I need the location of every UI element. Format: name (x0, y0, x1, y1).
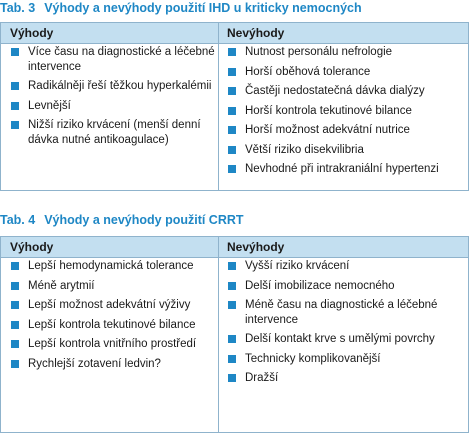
list-item-text: Větší riziko disekvilibria (245, 143, 364, 156)
table-4-number: Tab. 4 (0, 213, 36, 227)
list-item-text: Vyšší riziko krvácení (245, 260, 350, 272)
list-item-text: Méně času na diagnostické a léčebné intervence (245, 299, 438, 326)
list-item-text: Delší kontakt krve s umělými povrchy (245, 333, 435, 345)
square-bullet-icon (228, 126, 236, 134)
square-bullet-icon (228, 335, 236, 343)
square-bullet-icon (11, 48, 19, 56)
table-4-title: Výhody a nevýhody použití CRRT (44, 213, 244, 227)
list-item-text: Více času na diagnostické a léčebné intervence (28, 46, 215, 73)
square-bullet-icon (11, 340, 19, 348)
square-bullet-icon (228, 146, 236, 154)
list-item (10, 298, 215, 313)
list-item (10, 79, 215, 94)
list-item-text: Méně arytmií (28, 279, 95, 292)
table-4-header-row (1, 237, 468, 258)
list-item-text: Technicky komplikovanější (245, 352, 381, 365)
table-3-disadvantages-header: Nevýhody (227, 26, 285, 40)
square-bullet-icon (11, 82, 19, 90)
list-item (10, 99, 215, 114)
table-3-disadvantages-list (227, 45, 467, 182)
square-bullet-icon (11, 282, 19, 290)
list-item (10, 357, 215, 372)
list-item-text: Lepší možnost adekvátní výživy (28, 299, 191, 311)
list-item (10, 118, 215, 147)
list-item (10, 318, 215, 333)
square-bullet-icon (11, 301, 19, 309)
table-4-disadvantages-list (227, 259, 467, 391)
list-item (10, 337, 215, 352)
list-item-text: Rychlejší zotavení ledvin? (28, 357, 161, 370)
square-bullet-icon (228, 165, 236, 173)
list-item-text: Častěji nedostatečná dávka dialýzy (245, 85, 425, 97)
table-3-advantages-list (10, 45, 215, 152)
square-bullet-icon (228, 374, 236, 382)
table-3-title: Výhody a nevýhody použití IHD u kriticky nemocných (44, 1, 362, 15)
list-item-text: Levnější (28, 99, 71, 112)
list-item (10, 45, 215, 74)
table-4-advantages-list (10, 259, 215, 376)
list-item-text: Horší možnost adekvátní nutrice (245, 124, 410, 136)
square-bullet-icon (11, 321, 19, 329)
list-item (10, 259, 215, 274)
list-item (227, 104, 467, 119)
table-4-caption (0, 213, 244, 227)
list-item (227, 143, 467, 158)
table-3-column-divider (218, 23, 219, 190)
square-bullet-icon (228, 48, 236, 56)
square-bullet-icon (228, 301, 236, 309)
list-item (10, 279, 215, 294)
list-item (227, 123, 467, 138)
list-item (227, 65, 467, 80)
square-bullet-icon (228, 107, 236, 115)
list-item-text: Horší oběhová tolerance (245, 65, 371, 78)
list-item (227, 162, 467, 177)
list-item-text: Radikálněji řeší těžkou hyperkalémii (28, 80, 212, 92)
list-item (227, 279, 467, 294)
list-item-text: Nutnost personálu nefrologie (245, 46, 393, 58)
table-4-advantages-header: Výhody (10, 240, 54, 254)
square-bullet-icon (228, 68, 236, 76)
list-item (227, 84, 467, 99)
square-bullet-icon (11, 121, 19, 129)
square-bullet-icon (228, 355, 236, 363)
list-item (227, 352, 467, 367)
table-3-caption (0, 1, 362, 15)
square-bullet-icon (228, 282, 236, 290)
list-item (227, 259, 467, 274)
list-item (227, 332, 467, 347)
list-item-text: Delší imobilizace nemocného (245, 279, 395, 292)
square-bullet-icon (11, 360, 19, 368)
list-item-text: Lepší hemodynamická tolerance (28, 260, 194, 272)
table-4-column-divider (218, 237, 219, 432)
list-item (227, 371, 467, 386)
table-4-disadvantages-header: Nevýhody (227, 240, 285, 254)
list-item (227, 298, 467, 327)
table-3-header-row (1, 23, 468, 44)
table-3 (0, 22, 469, 191)
list-item-text: Lepší kontrola tekutinové bilance (28, 318, 196, 331)
list-item-text: Nižší riziko krvácení (menší denní dávka nutné antikoagulace) (28, 119, 201, 146)
list-item-text: Dražší (245, 372, 279, 384)
list-item-text: Nevhodné při intrakraniální hypertenzi (245, 163, 439, 175)
square-bullet-icon (228, 87, 236, 95)
square-bullet-icon (228, 262, 236, 270)
square-bullet-icon (11, 262, 19, 270)
list-item-text: Horší kontrola tekutinové bilance (245, 104, 412, 117)
table-4 (0, 236, 469, 433)
square-bullet-icon (11, 102, 19, 110)
table-3-number: Tab. 3 (0, 1, 36, 15)
list-item-text: Lepší kontrola vnitřního prostředí (28, 338, 197, 350)
list-item (227, 45, 467, 60)
table-3-advantages-header: Výhody (10, 26, 54, 40)
